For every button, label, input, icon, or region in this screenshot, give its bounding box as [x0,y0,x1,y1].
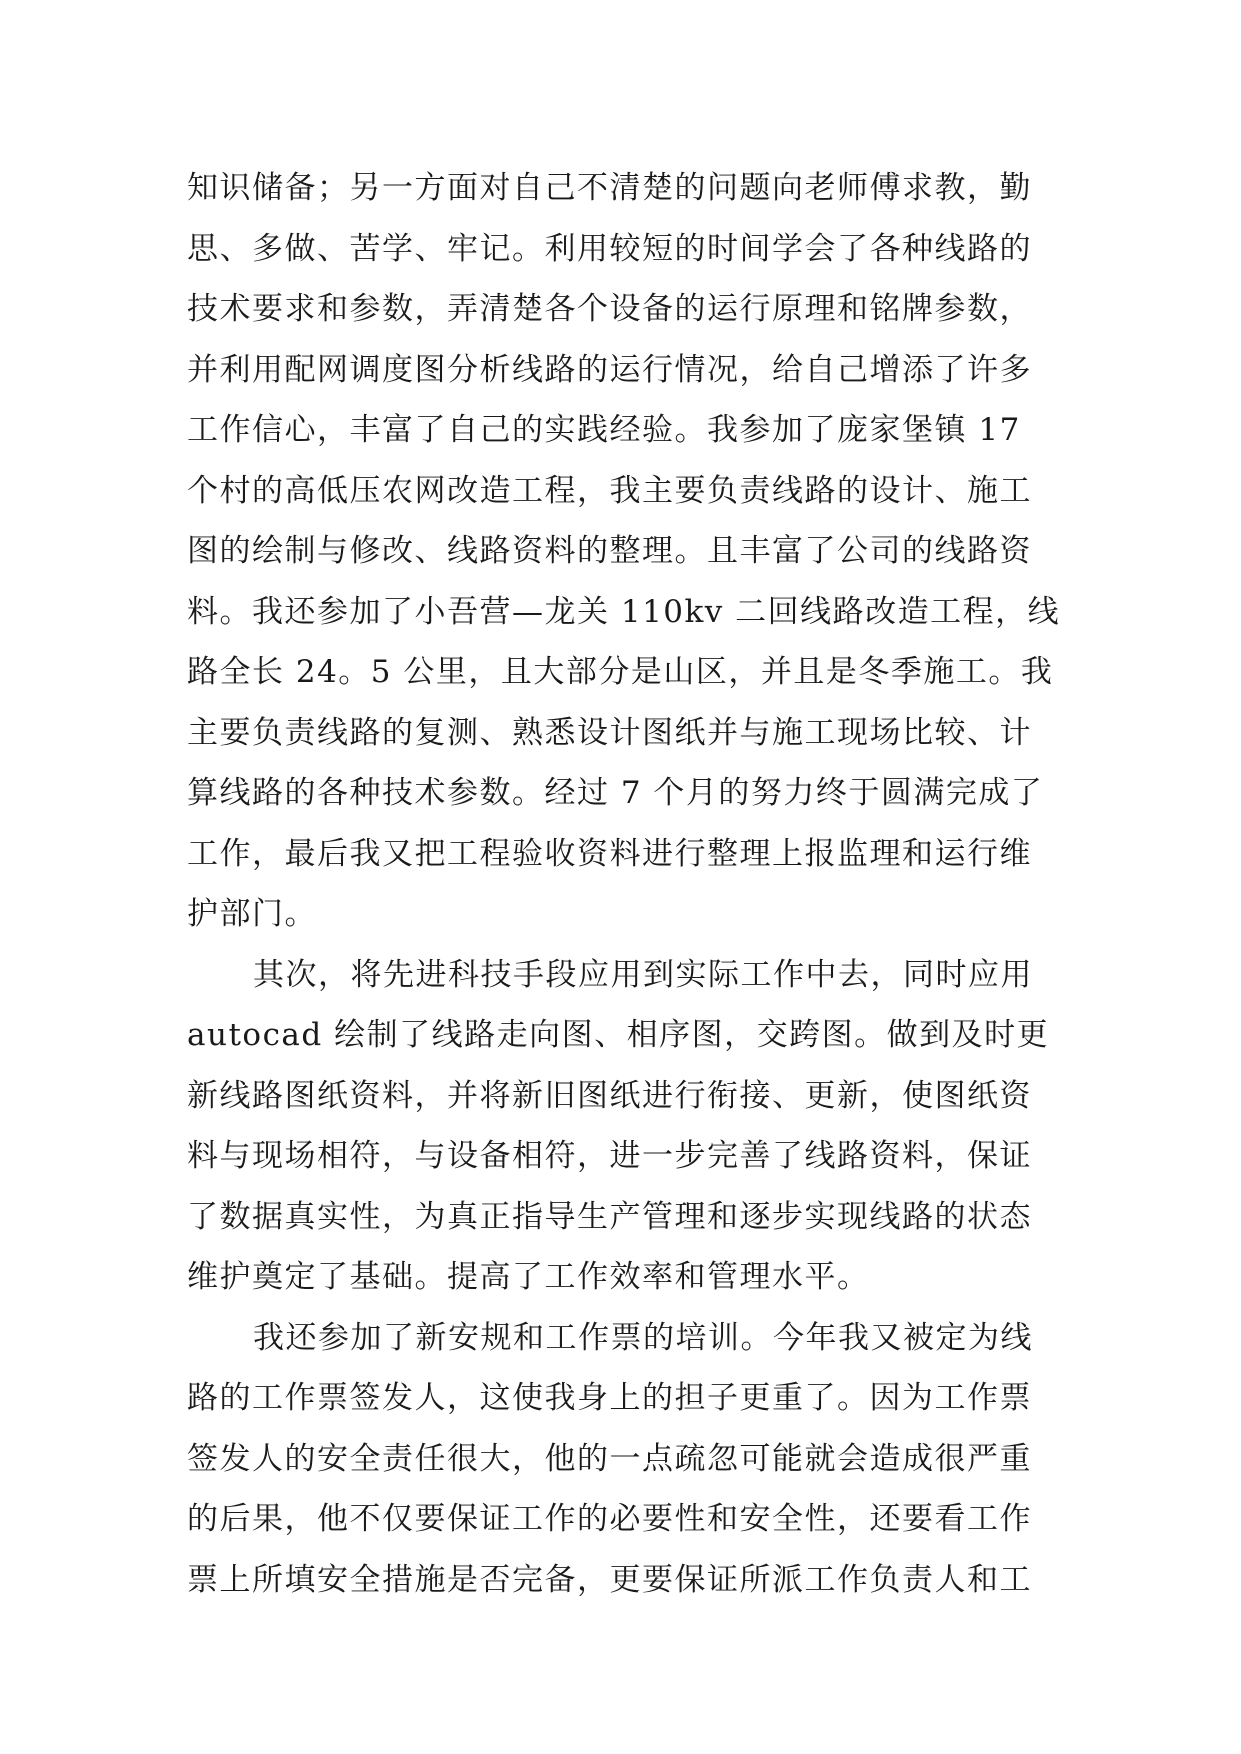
text-line: 工作，最后我又把工程验收资料进行整理上报监理和运行维 [187,835,1032,872]
text-line: 票上所填安全措施是否完备，更要保证所派工作负责人和工 [187,1561,1032,1598]
body-text [187,158,1067,1610]
text-line: autocad 绘制了线路走向图、相序图，交跨图。做到及时更 [187,1017,1050,1053]
text-line: 签发人的安全责任很大，他的一点疏忽可能就会造成很严重 [187,1440,1032,1477]
text-line: 工作信心，丰富了自己的实践经验。我参加了庞家堡镇 17 [187,412,1021,448]
text-line: 路全长 24。5 公里，且大部分是山区，并且是冬季施工。我 [187,654,1054,690]
text-line: 图的绘制与修改、线路资料的整理。且丰富了公司的线路资 [187,533,1032,569]
text-line: 知识储备；另一方面对自己不清楚的问题向老师傅求教，勤 [187,170,1032,206]
text-line: 个村的高低压农网改造工程，我主要负责线路的设计、施工 [187,472,1032,509]
text-line: 路的工作票签发人，这使我身上的担子更重了。因为工作票 [187,1380,1032,1416]
text-line: 维护奠定了基础。提高了工作效率和管理水平。 [187,1259,870,1295]
text-line: 料与现场相符，与设备相符，进一步完善了线路资料，保证 [187,1138,1032,1174]
paragraph-start-line: 其次，将先进科技手段应用到实际工作中去，同时应用 [253,956,1033,993]
text-line: 主要负责线路的复测、熟悉设计图纸并与施工现场比较、计 [187,714,1032,751]
text-line: 思、多做、苦学、牢记。利用较短的时间学会了各种线路的 [187,230,1032,267]
text-line: 算线路的各种技术参数。经过 7 个月的努力终于圆满完成了 [187,775,1044,811]
paragraph-start-line: 我还参加了新安规和工作票的培训。今年我又被定为线 [253,1319,1033,1356]
text-line: 了数据真实性，为真正指导生产管理和逐步实现线路的状态 [187,1198,1032,1235]
text-line: 的后果，他不仅要保证工作的必要性和安全性，还要看工作 [187,1501,1032,1537]
text-line: 并利用配网调度图分析线路的运行情况，给自己增添了许多 [187,351,1032,388]
text-line: 技术要求和参数，弄清楚各个设备的运行原理和铭牌参数， [187,291,1032,327]
text-line: 护部门。 [187,896,317,932]
text-line: 料。我还参加了小吾营—龙关 110kv 二回线路改造工程，线 [187,593,1061,630]
text-line: 新线路图纸资料，并将新旧图纸进行衔接、更新，使图纸资 [187,1077,1032,1114]
